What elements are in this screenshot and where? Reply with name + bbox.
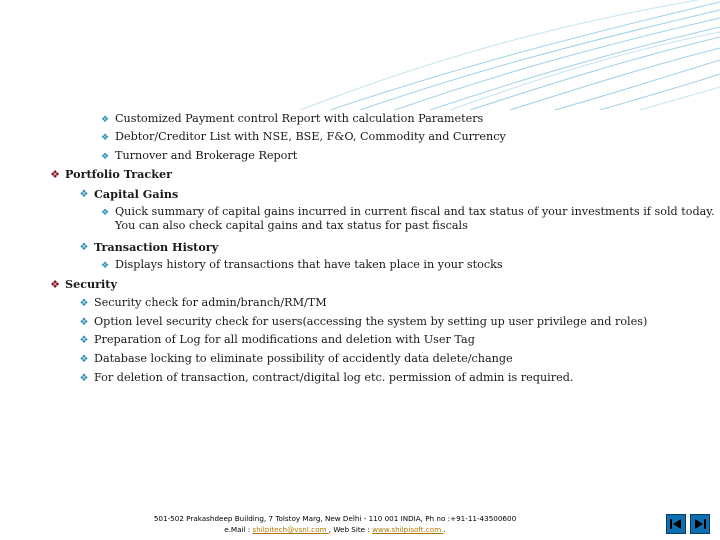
footer-address: 501-502 Prakashdeep Building, 7 Tolstoy Marg, New Delhi - 110 001 INDIA, Ph no :+91-11-43500600 bbox=[153, 514, 517, 523]
diamond-bullet-icon: ❖ bbox=[79, 335, 89, 346]
list-item: Database locking to eliminate possibility of accidently data delete/change bbox=[94, 352, 513, 365]
website-link[interactable]: www.shilpisoft.com bbox=[372, 525, 444, 534]
footer-contact bbox=[60, 524, 610, 535]
diamond-bullet-icon: ❖ bbox=[100, 115, 110, 125]
diamond-bullet-icon: ❖ bbox=[79, 373, 89, 384]
diamond-bullet-icon: ❖ bbox=[79, 298, 89, 309]
section-heading: Security bbox=[65, 277, 117, 291]
diamond-bullet-icon: ❖ bbox=[79, 242, 89, 253]
diamond-bullet-icon: ❖ bbox=[100, 152, 110, 162]
web-label: , Web Site : bbox=[328, 525, 373, 534]
diamond-bullet-icon: ❖ bbox=[79, 354, 89, 365]
diamond-bullet-icon: ❖ bbox=[50, 168, 60, 181]
previous-slide-icon bbox=[667, 515, 685, 533]
diamond-bullet-icon: ❖ bbox=[79, 189, 89, 200]
list-item: Quick summary of capital gains incurred in current fiscal and tax status of your investments if sold today. You can also check capital gains and tax status for past fiscals bbox=[115, 205, 715, 232]
previous-slide-button[interactable] bbox=[666, 514, 686, 534]
header-wave-decoration bbox=[0, 0, 720, 110]
email-link[interactable]: shilpitech@vsnl.com bbox=[252, 525, 329, 534]
diamond-bullet-icon: ❖ bbox=[50, 278, 60, 291]
list-item: Turnover and Brokerage Report bbox=[115, 149, 298, 162]
next-slide-icon bbox=[691, 515, 709, 533]
diamond-bullet-icon: ❖ bbox=[79, 317, 89, 328]
list-item: Security check for admin/branch/RM/TM bbox=[94, 296, 327, 309]
subsection-heading: Capital Gains bbox=[94, 187, 179, 201]
section-heading: Portfolio Tracker bbox=[65, 167, 172, 181]
footer bbox=[60, 513, 610, 535]
next-slide-button[interactable] bbox=[690, 514, 710, 534]
list-item: For deletion of transaction, contract/digital log etc. permission of admin is required. bbox=[94, 371, 574, 384]
subsection-heading: Transaction History bbox=[94, 240, 219, 254]
list-item: Preparation of Log for all modifications and deletion with User Tag bbox=[94, 333, 475, 346]
web-suffix: . bbox=[443, 525, 446, 534]
email-label: e.Mail : bbox=[224, 525, 253, 534]
list-item: Debtor/Creditor List with NSE, BSE, F&O, Commodity and Currency bbox=[115, 130, 506, 143]
diamond-bullet-icon: ❖ bbox=[100, 261, 110, 271]
list-item: Customized Payment control Report with calculation Parameters bbox=[115, 112, 484, 125]
list-item: Displays history of transactions that have taken place in your stocks bbox=[115, 258, 503, 271]
diamond-bullet-icon: ❖ bbox=[100, 208, 110, 218]
diamond-bullet-icon: ❖ bbox=[100, 133, 110, 143]
list-item: Option level security check for users(accessing the system by setting up user privilege and roles) bbox=[94, 315, 648, 328]
